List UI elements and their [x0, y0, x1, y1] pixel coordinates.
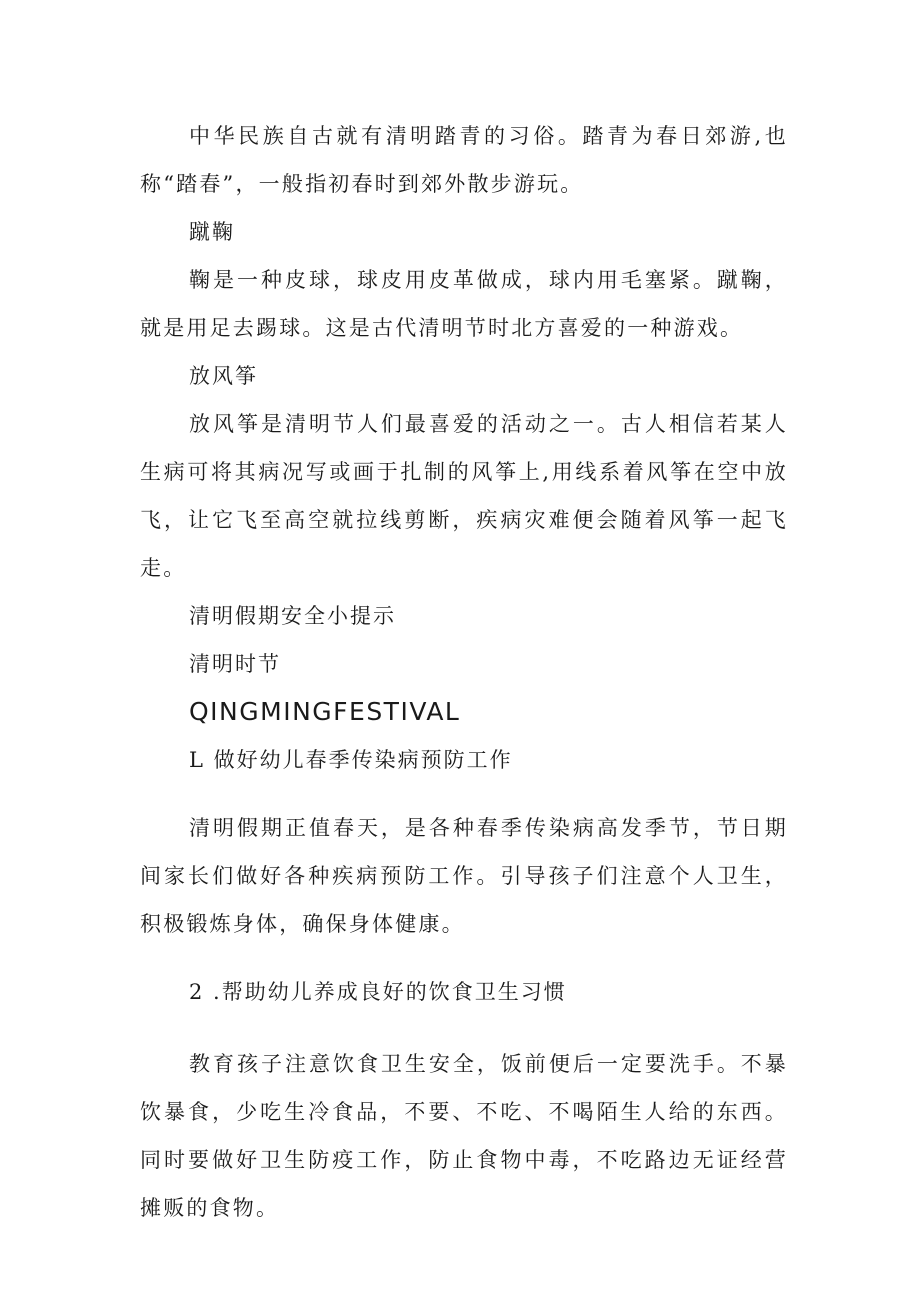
- safety-tips-heading: 清明假期安全小提示: [189, 604, 396, 628]
- cuju-paragraph: 鞠是一种皮球，球皮用皮革做成，球内用毛塞紧。蹴鞠，就是用足去踢球。这是古代清明节时北方喜爱的一种游戏。: [140, 268, 788, 340]
- kite-heading: 放风筝: [189, 364, 258, 388]
- festival-en-title: QINGMINGFESTIVAL: [189, 697, 461, 726]
- tip1-paragraph: 清明假期正值春天，是各种春季传染病高发季节，节日期间家长们做好各种疾病预防工作。引导孩子们注意个人卫生，积极锻炼身体，确保身体健康。: [140, 816, 788, 936]
- tip1-heading: L 做好幼儿春季传染病预防工作: [189, 748, 513, 772]
- festival-cn-title: 清明时节: [189, 652, 281, 676]
- intro-paragraph: 中华民族自古就有清明踏青的习俗。踏青为春日郊游,也称“踏春”，一般指初春时到郊外散步游玩。: [140, 124, 788, 196]
- tip2-paragraph: 教育孩子注意饮食卫生安全，饭前便后一定要洗手。不暴饮暴食，少吃生冷食品，不要、不吃、不喝陌生人给的东西。同时要做好卫生防疫工作，防止食物中毒，不吃路边无证经营摊贩的食物。: [140, 1052, 788, 1220]
- cuju-heading: 蹴鞠: [189, 220, 235, 244]
- spacer: [140, 948, 788, 968]
- tip2-heading: 2 .帮助幼儿养成良好的饮食卫生习惯: [189, 980, 567, 1004]
- spacer: [140, 784, 788, 804]
- kite-paragraph: 放风筝是清明节人们最喜爱的活动之一。古人相信若某人生病可将其病况写或画于扎制的风筝上,用线系着风筝在空中放飞，让它飞至高空就拉线剪断，疾病灾难便会随着风筝一起飞走。: [140, 412, 788, 580]
- spacer: [140, 1016, 788, 1040]
- document-page: [140, 112, 788, 1232]
